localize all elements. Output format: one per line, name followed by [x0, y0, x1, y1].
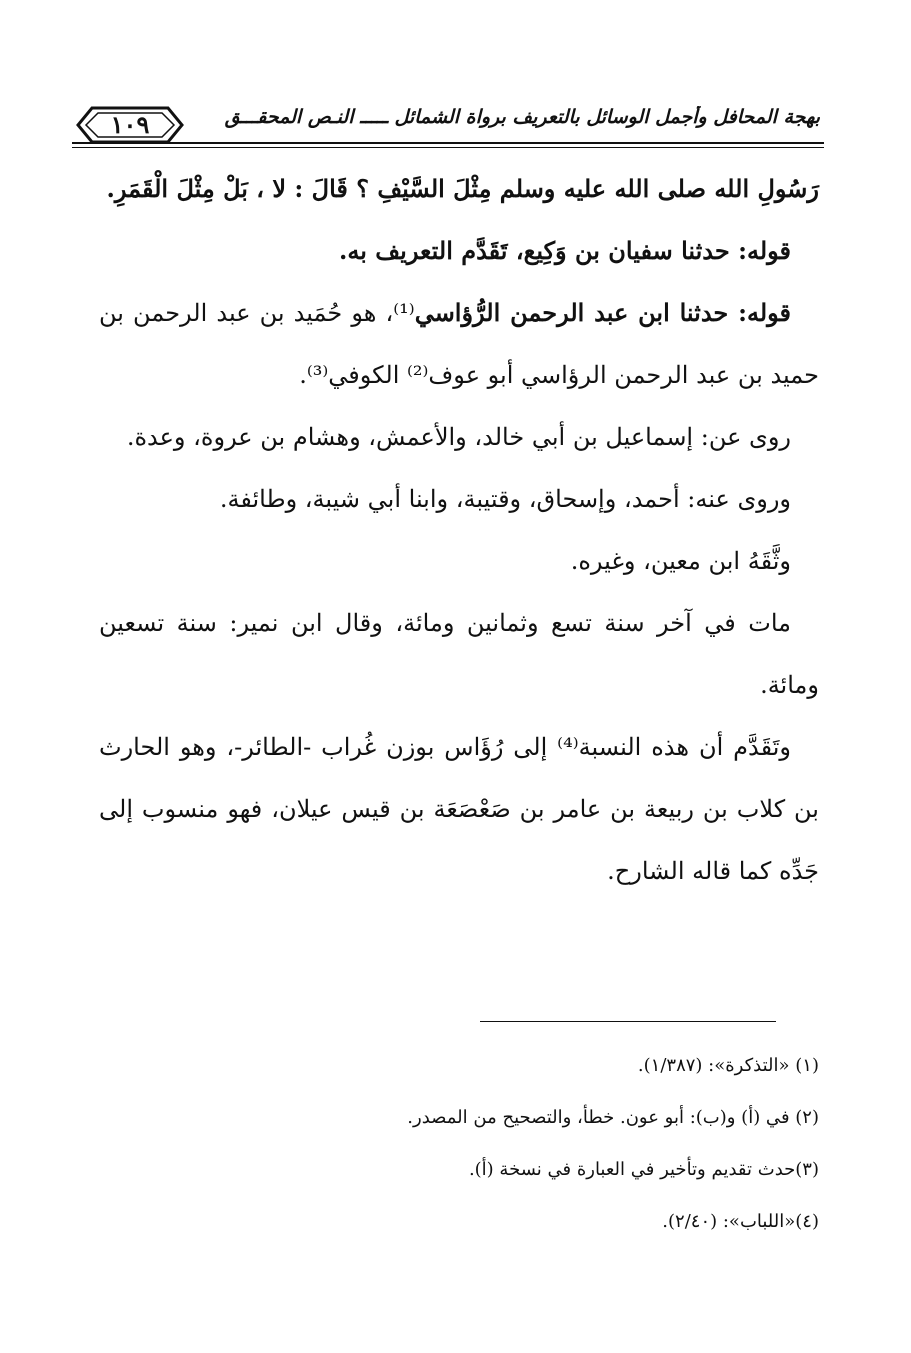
page-number-badge	[74, 104, 186, 146]
header-rule-thick	[72, 142, 824, 144]
page-header	[72, 100, 824, 150]
paragraph-death: مات في آخر سنة تسع وثمانين ومائة، وقال ابن نمير: سنة تسعين ومائة.	[99, 609, 819, 699]
footnote-4: (٤)«اللباب»: (٢/٤٠).	[662, 1211, 819, 1232]
paragraph-authenticated: وثَّقَهُ ابن معين، وغيره.	[570, 547, 791, 575]
paragraph-narrated-by: وروى عنه: أحمد، وإسحاق، وقتيبة، وابنا أبي شيبة، وطائفة.	[219, 485, 791, 513]
paragraph-ruasi-heading: قوله: حدثنا ابن عبد الرحمن الرُّؤاسي	[414, 298, 792, 327]
paragraph-ruasi-body: ⁽¹⁾، هو حُمَيد بن عبد الرحمن بن حميد بن عبد الرحمن الرؤاسي أبو عوف⁽²⁾ الكوفي⁽³⁾.	[99, 299, 819, 389]
main-text	[99, 158, 819, 902]
footnote-3: (٣)حدث تقديم وتأخير في العبارة في نسخة (أ).	[468, 1159, 819, 1180]
paragraph-hadith-end: رَسُولِ الله صلى الله عليه وسلم مِثْلَ السَّيْفِ ؟ قَالَ : لا ، بَلْ مِثْلَ الْقَمَرِ.	[106, 174, 819, 203]
paragraph-ruasi	[99, 282, 819, 406]
footnotes	[99, 1040, 819, 1248]
paragraph-lineage: وتَقَدَّم أن هذه النسبة⁽⁴⁾ إلى رُؤَاس بوزن غُراب -الطائر-، وهو الحارث بن كلاب بن ربيعة بن عامر بن صَعْصَعَة بن قيس عيلان، فهو منسوب إلى جَدِّه كما قاله الشارح.	[99, 733, 819, 885]
footnote-1: (١) «التذكرة»: (١/٣٨٧).	[637, 1055, 819, 1076]
paragraph-narrated-from: روى عن: إسماعيل بن أبي خالد، والأعمش، وهشام بن عروة، وعدة.	[126, 423, 791, 451]
paragraph-sufyan: قوله: حدثنا سفيان بن وَكِيع، تَقَدَّم التعريف به.	[339, 236, 791, 265]
header-rule-thin	[72, 147, 824, 148]
running-title: بهجة المحافل وأجمل الوسائل بالتعريف برواة الشمائل ـــــ النـص المحقـــق	[224, 106, 820, 128]
page-number: ١٠٩	[110, 110, 150, 139]
footnote-separator	[480, 1021, 776, 1022]
footnote-2: (٢) في (أ) و(ب): أبو عون. خطأ، والتصحيح من المصدر.	[407, 1107, 819, 1128]
